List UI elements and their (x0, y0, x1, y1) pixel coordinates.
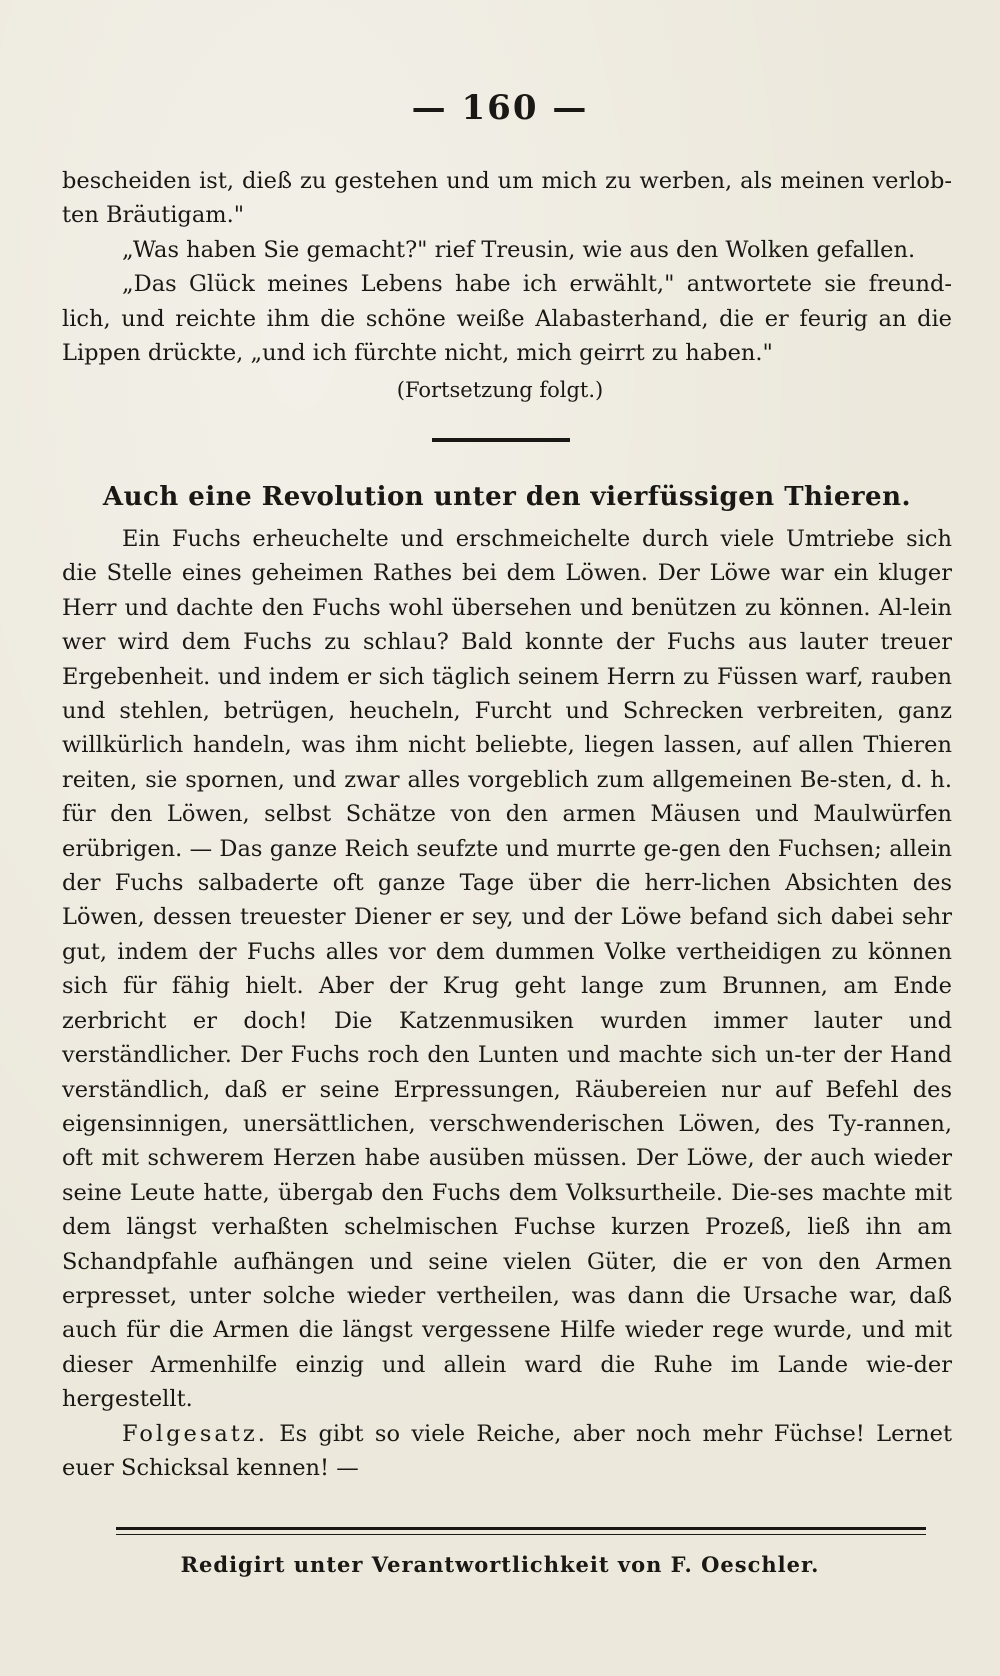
fable-article (62, 522, 952, 1485)
section-divider (432, 438, 570, 442)
story-paragraph: bescheiden ist, dieß zu gestehen und um mich zu werben, als meinen verlob-ten Bräutigam." (62, 168, 952, 229)
footer-rule (116, 1527, 926, 1535)
moral-text: Es gibt so viele Reiche, aber noch mehr Füchse! Lernet euer Schicksal kennen! — (62, 1420, 952, 1481)
fable-title: Auch eine Revolution unter den vierfüssigen Thieren. (102, 482, 912, 512)
story-paragraph: „Was haben Sie gemacht?" rief Treusin, wie aus den Wolken gefallen. (122, 236, 916, 263)
fable-body: Ein Fuchs erheuchelte und erschmeichelte durch viele Umtriebe sich die Stelle eines geheimen Rathes bei dem Löwen. Der Löwe war ein kluger Herr und dachte den Fuchs wohl übersehen und benützen zu können. Al-lein wer wird dem Fuchs zu schlau? Bald konnte der Fuchs aus lauter treuer Ergebenheit. und indem er sich täglich seinem Herrn zu Füssen warf, rauben und stehlen, betrügen, heucheln, Furcht und Schrecken verbreiten, ganz willkürlich handeln, was ihm nicht beliebte, liegen lassen, auf allen Thieren reiten, sie spornen, und zwar alles vorgeblich zum allgemeinen Be-sten, d. h. für den Löwen, selbst Schätze von den armen Mäusen und Maulwürfen erübrigen. — Das ganze Reich seufzte und murrte ge-gen den Fuchsen; allein der Fuchs salbaderte oft ganze Tage über die herr-lichen Absichten des Löwen, dessen treuester Diener er sey, und der Löwe befand sich dabei sehr gut, indem der Fuchs alles vor dem dummen Volke vertheidigen zu können sich für fähig hielt. Aber der Krug geht lange zum Brunnen, am Ende zerbricht er doch! Die Katzenmusiken wurden immer lauter und verständlicher. Der Fuchs roch den Lunten und machte sich un-ter der Hand verständlich, daß er seine Erpressungen, Räubereien nur auf Befehl des eigensinnigen, unersättlichen, verschwenderischen Löwen, des Ty-rannen, oft mit schwerem Herzen habe ausüben müssen. Der Löwe, der auch wieder seine Leute hatte, übergab den Fuchs dem Volksurtheile. Die-ses machte mit dem längst verhaßten schelmischen Fuchse kurzen Prozeß, ließ ihn am Schandpfahle aufhängen und seine vielen Güter, die er von den Armen erpresset, unter solche wieder vertheilen, was dann die Ursache war, daß auch für die Armen die längst vergessene Hilfe wieder rege wurde, und mit dieser Armenhilfe einzig und allein ward die Ruhe im Lande wie-der hergestellt. (62, 526, 952, 1413)
editor-imprint: Redigirt unter Verantwortlichkeit von F. Oeschler. (180, 1552, 820, 1577)
story-continuation (62, 164, 952, 370)
to-be-continued-note: (Fortsetzung folgt.) (396, 378, 604, 402)
story-paragraph: „Das Glück meines Lebens habe ich erwählt," antwortete sie freund-lich, und reichte ihm die schöne weiße Alabasterhand, die er feurig an die Lippen drückte, „und ich fürchte nicht, mich geirrt zu haben." (62, 271, 952, 367)
fable-moral (62, 1417, 952, 1486)
page-number: — 160 — (411, 88, 589, 128)
moral-label: Folgesatz. (122, 1420, 268, 1447)
